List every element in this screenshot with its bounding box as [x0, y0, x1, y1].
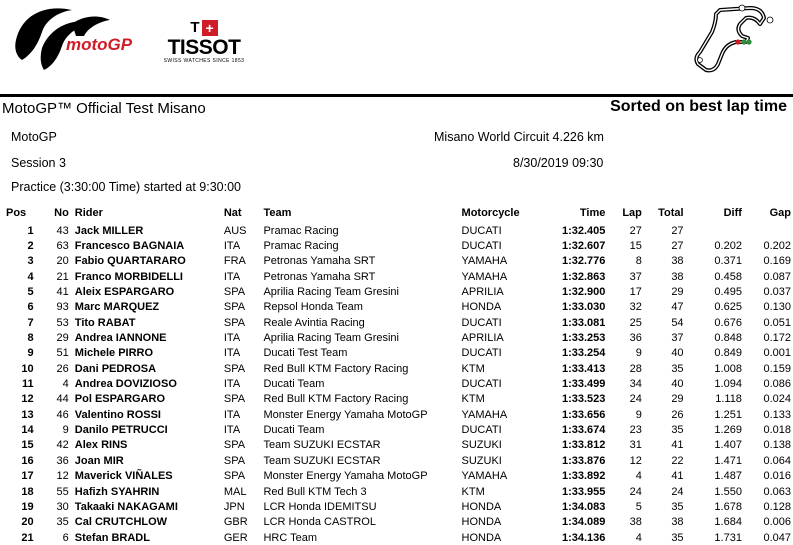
pos-cell: 10 — [21, 362, 34, 375]
gap-cell: 0.130 — [763, 301, 791, 314]
gap-cell: 0.128 — [763, 500, 791, 513]
lap-cell: 37 — [629, 270, 642, 283]
sort-label: Sorted on best lap time — [610, 98, 787, 115]
pos-cell: 21 — [21, 531, 34, 544]
diff-cell: 0.458 — [714, 270, 742, 283]
rider-cell: Pol ESPARGARO — [74, 393, 166, 406]
time-cell: 1:33.812 — [561, 439, 606, 452]
nat-cell: ITA — [223, 347, 241, 360]
rider-cell: Franco MORBIDELLI — [74, 270, 183, 283]
rider-cell: Takaaki NAKAGAMI — [74, 500, 178, 513]
motorcycle-cell: HONDA — [461, 531, 502, 544]
gap-cell: 0.133 — [763, 408, 791, 421]
nat-cell: SPA — [223, 301, 246, 314]
rider-cell: Maverick VIÑALES — [74, 470, 173, 483]
nat-cell: SPA — [223, 393, 246, 406]
diff-cell: 1.471 — [714, 454, 742, 467]
nat-cell: FRA — [223, 255, 246, 268]
pos-cell: 6 — [27, 301, 34, 314]
diff-cell: 1.550 — [714, 485, 742, 498]
lap-cell: 8 — [635, 255, 642, 268]
gap-cell: 0.047 — [763, 531, 791, 544]
rider-cell: Marc MARQUEZ — [74, 301, 160, 314]
team-cell: HRC Team — [263, 531, 318, 544]
nat-cell: JPN — [223, 500, 245, 513]
total-cell: 29 — [671, 393, 684, 406]
nat-cell: ITA — [223, 332, 241, 345]
lap-cell: 38 — [629, 516, 642, 529]
diff-cell: 0.202 — [714, 240, 742, 253]
rider-cell: Dani PEDROSA — [74, 362, 157, 375]
col-nat: Nat — [223, 207, 242, 219]
total-cell: 24 — [671, 485, 684, 498]
rider-cell: Andrea DOVIZIOSO — [74, 378, 177, 391]
lap-cell: 24 — [629, 393, 642, 406]
total-cell: 38 — [671, 255, 684, 268]
number-cell: 30 — [56, 500, 69, 513]
nat-cell: ITA — [223, 240, 241, 253]
nat-cell: ITA — [223, 424, 241, 437]
page-title: MotoGP™ Official Test Misano — [2, 100, 206, 117]
table-row — [6, 315, 791, 330]
number-cell: 44 — [56, 393, 69, 406]
diff-cell: 0.849 — [714, 347, 742, 360]
gap-cell: 0.138 — [763, 439, 791, 452]
total-cell: 41 — [671, 470, 684, 483]
lap-cell: 4 — [635, 470, 642, 483]
pos-cell: 13 — [21, 408, 34, 421]
team-cell: Red Bull KTM Tech 3 — [263, 485, 367, 498]
diff-cell: 1.731 — [714, 531, 742, 544]
total-cell: 35 — [671, 424, 684, 437]
motorcycle-cell: KTM — [461, 362, 485, 375]
motorcycle-cell: HONDA — [461, 500, 502, 513]
time-cell: 1:33.892 — [561, 470, 606, 483]
total-cell: 38 — [671, 270, 684, 283]
number-cell: 53 — [56, 316, 69, 329]
table-row — [6, 284, 791, 299]
pos-cell: 18 — [21, 485, 34, 498]
rider-cell: Michele PIRRO — [74, 347, 154, 360]
diff-cell: 1.269 — [714, 424, 742, 437]
motorcycle-cell: DUCATI — [461, 378, 502, 391]
motorcycle-cell: KTM — [461, 393, 485, 406]
number-cell: 26 — [56, 362, 69, 375]
table-row — [6, 530, 791, 545]
col-rider: Rider — [74, 207, 103, 219]
gap-cell: 0.202 — [763, 240, 791, 253]
motorcycle-cell: SUZUKI — [461, 439, 502, 452]
rider-cell: Stefan BRADL — [74, 531, 150, 544]
number-cell: 55 — [56, 485, 69, 498]
motorcycle-cell: DUCATI — [461, 224, 502, 237]
number-cell: 63 — [56, 240, 69, 253]
total-cell: 54 — [671, 316, 684, 329]
gap-cell: 0.063 — [763, 485, 791, 498]
table-row — [6, 269, 791, 284]
total-cell: 47 — [671, 301, 684, 314]
category-label: MotoGP — [11, 130, 57, 144]
lap-cell: 27 — [629, 224, 642, 237]
rider-cell: Alex RINS — [74, 439, 128, 452]
time-cell: 1:33.253 — [561, 332, 606, 345]
motorcycle-cell: DUCATI — [461, 347, 502, 360]
rider-cell: Francesco BAGNAIA — [74, 240, 185, 253]
tissot-logo: T + TISSOT SWISS WATCHES SINCE 1853 — [163, 19, 245, 64]
col-pos: Pos — [6, 207, 27, 219]
motogp-logo — [12, 2, 162, 72]
team-cell: Petronas Yamaha SRT — [263, 270, 376, 283]
time-cell: 1:32.607 — [561, 240, 606, 253]
rider-cell: Aleix ESPARGARO — [74, 286, 175, 299]
lap-cell: 25 — [629, 316, 642, 329]
number-cell: 35 — [56, 516, 69, 529]
time-cell: 1:33.254 — [561, 347, 606, 360]
nat-cell: GBR — [223, 516, 248, 529]
time-cell: 1:33.523 — [561, 393, 606, 406]
nat-cell: GER — [223, 531, 248, 544]
diff-cell: 0.371 — [714, 255, 742, 268]
nat-cell: SPA — [223, 316, 246, 329]
number-cell: 51 — [56, 347, 69, 360]
diff-cell: 1.251 — [714, 408, 742, 421]
nat-cell: SPA — [223, 454, 246, 467]
circuit-map — [690, 2, 780, 78]
pos-cell: 12 — [21, 393, 34, 406]
time-cell: 1:32.405 — [561, 224, 606, 237]
number-cell: 36 — [56, 454, 69, 467]
pos-cell: 16 — [21, 454, 34, 467]
pos-cell: 3 — [27, 255, 34, 268]
lap-cell: 9 — [635, 347, 642, 360]
col-lap: Lap — [622, 207, 642, 219]
team-cell: Monster Energy Yamaha MotoGP — [263, 408, 428, 421]
practice-info: Practice (3:30:00 Time) started at 9:30:00 — [11, 180, 241, 194]
col-diff: Diff — [723, 207, 742, 219]
lap-cell: 31 — [629, 439, 642, 452]
pos-cell: 14 — [21, 424, 34, 437]
pos-cell: 9 — [27, 347, 34, 360]
lap-cell: 4 — [635, 531, 642, 544]
col-no: No — [54, 207, 69, 219]
time-cell: 1:33.081 — [561, 316, 606, 329]
total-cell: 40 — [671, 347, 684, 360]
pos-cell: 5 — [27, 286, 34, 299]
gap-cell: 0.037 — [763, 286, 791, 299]
total-cell: 29 — [671, 286, 684, 299]
rider-cell: Jack MILLER — [74, 224, 144, 237]
motorcycle-cell: YAMAHA — [461, 408, 508, 421]
table-row — [6, 346, 791, 361]
number-cell: 21 — [56, 270, 69, 283]
table-row — [6, 422, 791, 437]
team-cell: Red Bull KTM Factory Racing — [263, 362, 409, 375]
col-motorcycle: Motorcycle — [461, 207, 520, 219]
diff-cell: 1.487 — [714, 470, 742, 483]
lap-cell: 9 — [635, 408, 642, 421]
total-cell: 26 — [671, 408, 684, 421]
rider-cell: Tito RABAT — [74, 316, 136, 329]
header-bar — [0, 94, 793, 119]
number-cell: 20 — [56, 255, 69, 268]
number-cell: 43 — [56, 224, 69, 237]
team-cell: Aprilia Racing Team Gresini — [263, 332, 399, 345]
total-cell: 27 — [671, 240, 684, 253]
lap-cell: 12 — [629, 454, 642, 467]
total-cell: 38 — [671, 516, 684, 529]
gap-cell: 0.087 — [763, 270, 791, 283]
table-row — [6, 376, 791, 391]
lap-cell: 23 — [629, 424, 642, 437]
nat-cell: SPA — [223, 439, 246, 452]
total-cell: 40 — [671, 378, 684, 391]
motorcycle-cell: DUCATI — [461, 424, 502, 437]
diff-cell: 0.495 — [714, 286, 742, 299]
total-cell: 22 — [671, 454, 684, 467]
session-label: Session 3 — [11, 156, 66, 170]
time-cell: 1:33.876 — [561, 454, 606, 467]
results-table — [6, 207, 791, 545]
team-cell: Petronas Yamaha SRT — [263, 255, 376, 268]
table-row — [6, 330, 791, 345]
motogp-wordmark: motoGP — [66, 35, 133, 54]
total-cell: 35 — [671, 500, 684, 513]
time-cell: 1:33.499 — [561, 378, 606, 391]
team-cell: LCR Honda IDEMITSU — [263, 500, 377, 513]
tissot-wordmark: TISSOT — [167, 36, 241, 59]
motorcycle-cell: YAMAHA — [461, 270, 508, 283]
pos-cell: 11 — [21, 378, 34, 391]
lap-cell: 5 — [635, 500, 642, 513]
number-cell: 29 — [56, 332, 69, 345]
number-cell: 46 — [56, 408, 69, 421]
motorcycle-cell: APRILIA — [461, 332, 504, 345]
gap-cell: 0.172 — [763, 332, 791, 345]
gap-cell: 0.051 — [763, 316, 791, 329]
gap-cell — [742, 223, 791, 238]
diff-cell: 1.678 — [714, 500, 742, 513]
motorcycle-cell: YAMAHA — [461, 470, 508, 483]
pos-cell: 2 — [27, 240, 34, 253]
nat-cell: ITA — [223, 270, 241, 283]
nat-cell: ITA — [223, 408, 241, 421]
team-cell: Monster Energy Yamaha MotoGP — [263, 470, 428, 483]
number-cell: 6 — [62, 531, 69, 544]
motorcycle-cell: KTM — [461, 485, 485, 498]
tissot-tagline: SWISS WATCHES SINCE 1853 — [163, 58, 245, 64]
total-cell: 35 — [671, 362, 684, 375]
time-cell: 1:32.776 — [561, 255, 606, 268]
table-row — [6, 223, 791, 238]
team-cell: Repsol Honda Team — [263, 301, 363, 314]
team-cell: Ducati Test Team — [263, 347, 348, 360]
table-row — [6, 499, 791, 514]
team-cell: Pramac Racing — [263, 240, 339, 253]
time-cell: 1:32.863 — [561, 270, 606, 283]
table-row — [6, 254, 791, 269]
time-cell: 1:32.900 — [561, 286, 606, 299]
rider-cell: Valentino ROSSI — [74, 408, 161, 421]
team-cell: Reale Avintia Racing — [263, 316, 365, 329]
number-cell: 41 — [56, 286, 69, 299]
nat-cell: SPA — [223, 470, 246, 483]
nat-cell: AUS — [223, 224, 247, 237]
time-cell: 1:33.413 — [561, 362, 606, 375]
lap-cell: 17 — [629, 286, 642, 299]
rider-cell: Fabio QUARTARARO — [74, 255, 186, 268]
total-cell: 35 — [671, 531, 684, 544]
lap-cell: 28 — [629, 362, 642, 375]
lap-cell: 36 — [629, 332, 642, 345]
pos-cell: 19 — [21, 500, 34, 513]
rider-cell: Hafizh SYAHRIN — [74, 485, 160, 498]
time-cell: 1:33.030 — [561, 301, 606, 314]
swiss-cross-icon: + — [202, 20, 218, 36]
pos-cell: 7 — [27, 316, 34, 329]
diff-cell: 1.094 — [714, 378, 742, 391]
table-row — [6, 361, 791, 376]
table-row — [6, 453, 791, 468]
gap-cell: 0.064 — [763, 454, 791, 467]
time-cell: 1:34.083 — [561, 500, 606, 513]
motorcycle-cell: HONDA — [461, 516, 502, 529]
gap-cell: 0.016 — [763, 470, 791, 483]
total-cell: 37 — [671, 332, 684, 345]
number-cell: 4 — [62, 378, 69, 391]
time-cell: 1:34.136 — [561, 531, 606, 544]
number-cell: 12 — [56, 470, 69, 483]
time-cell: 1:33.656 — [561, 408, 606, 421]
pos-cell: 4 — [27, 270, 34, 283]
number-cell: 42 — [56, 439, 69, 452]
team-cell: Red Bull KTM Factory Racing — [263, 393, 409, 406]
motorcycle-cell: APRILIA — [461, 286, 504, 299]
circuit-label: Misano World Circuit 4.226 km — [434, 130, 604, 144]
lap-cell: 32 — [629, 301, 642, 314]
gap-cell: 0.024 — [763, 393, 791, 406]
team-cell: Team SUZUKI ECSTAR — [263, 439, 381, 452]
diff-cell: 1.684 — [714, 516, 742, 529]
table-row — [6, 392, 791, 407]
pos-cell: 1 — [27, 224, 34, 237]
time-cell: 1:33.955 — [561, 485, 606, 498]
lap-cell: 15 — [629, 240, 642, 253]
rider-cell: Danilo PETRUCCI — [74, 424, 168, 437]
team-cell: LCR Honda CASTROL — [263, 516, 376, 529]
rider-cell: Joan MIR — [74, 454, 124, 467]
gap-cell: 0.086 — [763, 378, 791, 391]
number-cell: 93 — [56, 301, 69, 314]
col-total: Total — [658, 207, 684, 219]
rider-cell: Cal CRUTCHLOW — [74, 516, 168, 529]
pos-cell: 20 — [21, 516, 34, 529]
diff-cell: 0.676 — [714, 316, 742, 329]
total-cell: 41 — [671, 439, 684, 452]
nat-cell: MAL — [223, 485, 247, 498]
table-row — [6, 515, 791, 530]
diff-cell: 1.008 — [714, 362, 742, 375]
pos-cell: 8 — [27, 332, 34, 345]
pos-cell: 15 — [21, 439, 34, 452]
table-row — [6, 407, 791, 422]
team-cell: Aprilia Racing Team Gresini — [263, 286, 399, 299]
lap-cell: 34 — [629, 378, 642, 391]
number-cell: 9 — [62, 424, 69, 437]
gap-cell: 0.001 — [763, 347, 791, 360]
gap-cell: 0.169 — [763, 255, 791, 268]
nat-cell: SPA — [223, 362, 246, 375]
col-time: Time — [579, 207, 606, 219]
time-cell: 1:33.674 — [561, 424, 606, 437]
team-cell: Ducati Team — [263, 424, 325, 437]
motorcycle-cell: HONDA — [461, 301, 502, 314]
datetime-label: 8/30/2019 09:30 — [513, 156, 604, 170]
lap-cell: 24 — [629, 485, 642, 498]
table-row — [6, 438, 791, 453]
gap-cell: 0.159 — [763, 362, 791, 375]
results-body — [6, 223, 791, 545]
pos-cell: 17 — [21, 470, 34, 483]
motorcycle-cell: DUCATI — [461, 240, 502, 253]
motorcycle-cell: SUZUKI — [461, 454, 502, 467]
team-cell: Ducati Team — [263, 378, 325, 391]
team-cell: Team SUZUKI ECSTAR — [263, 454, 381, 467]
table-row — [6, 238, 791, 253]
diff-cell: 0.625 — [714, 301, 742, 314]
col-team: Team — [263, 207, 292, 219]
team-cell: Pramac Racing — [263, 224, 339, 237]
table-row — [6, 300, 791, 315]
gap-cell: 0.006 — [763, 516, 791, 529]
diff-cell — [684, 223, 742, 238]
diff-cell: 1.118 — [715, 393, 742, 406]
total-cell: 27 — [671, 224, 684, 237]
col-gap: Gap — [769, 207, 791, 219]
diff-cell: 1.407 — [714, 439, 742, 452]
diff-cell: 0.848 — [714, 332, 742, 345]
rider-cell: Andrea IANNONE — [74, 332, 167, 345]
motorcycle-cell: YAMAHA — [461, 255, 508, 268]
table-header-row — [6, 207, 791, 223]
table-row — [6, 484, 791, 499]
time-cell: 1:34.089 — [561, 516, 606, 529]
motorcycle-cell: DUCATI — [461, 316, 502, 329]
nat-cell: ITA — [223, 378, 241, 391]
gap-cell: 0.018 — [763, 424, 791, 437]
table-row — [6, 469, 791, 484]
nat-cell: SPA — [223, 286, 246, 299]
